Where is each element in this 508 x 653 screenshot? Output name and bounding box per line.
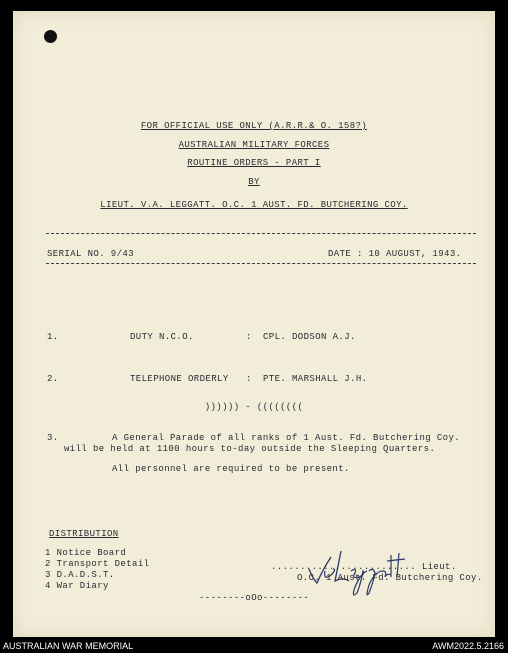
distribution-item: 1 Notice Board <box>45 548 127 558</box>
document-page <box>13 11 495 637</box>
header-official-use: FOR OFFICIAL USE ONLY (A.R.R.& O. 158?) <box>140 121 368 131</box>
paragraph-line: All personnel are required to be present. <box>112 464 350 474</box>
footer-accession-number: AWM2022.5.2166 <box>432 641 504 651</box>
bottom-rule <box>46 263 476 264</box>
distribution-item: 4 War Diary <box>45 581 109 591</box>
signatory-title: O.C. 1 Aust. Fd. Butchering Coy. <box>297 573 483 583</box>
paragraph-line: will be held at 1100 hours to-day outside the Sleeping Quarters. <box>64 444 436 454</box>
header-routine-orders: ROUTINE ORDERS - PART I <box>187 158 321 168</box>
item-value: CPL. DODSON A.J. <box>263 332 356 342</box>
distribution-heading: DISTRIBUTION <box>49 529 119 539</box>
top-rule <box>46 233 476 234</box>
distribution-item: 3 D.A.D.S.T. <box>45 570 115 580</box>
footer-institution: AUSTRALIAN WAR MEMORIAL <box>3 641 134 651</box>
item-value: PTE. MARSHALL J.H. <box>263 374 368 384</box>
punch-hole <box>44 30 57 43</box>
header-by: BY <box>248 177 260 187</box>
signature-line: ......................... Lieut. <box>271 562 457 572</box>
header-military-forces: AUSTRALIAN MILITARY FORCES <box>178 140 330 150</box>
header-author: LIEUT. V.A. LEGGATT. O.C. 1 AUST. FD. BUTCHERING COY. <box>100 200 408 210</box>
paragraph-line: A General Parade of all ranks of 1 Aust. Fd. Butchering Coy. <box>112 433 461 443</box>
distribution-item: 2 Transport Detail <box>45 559 150 569</box>
item-number: 1. <box>47 332 59 342</box>
item-number: 2. <box>47 374 59 384</box>
paragraph-number: 3. <box>47 433 59 443</box>
handwritten-signature <box>303 547 423 597</box>
item-label: DUTY N.C.O. <box>130 332 194 342</box>
section-divider: )))))) - (((((((( <box>204 402 304 412</box>
serial-number: SERIAL NO. 9/43 <box>47 249 135 259</box>
item-separator: : <box>246 374 252 384</box>
end-mark: --------oOo-------- <box>199 593 310 603</box>
order-date: DATE : 10 AUGUST, 1943. <box>328 249 462 259</box>
item-label: TELEPHONE ORDERLY <box>130 374 229 384</box>
item-separator: : <box>246 332 252 342</box>
